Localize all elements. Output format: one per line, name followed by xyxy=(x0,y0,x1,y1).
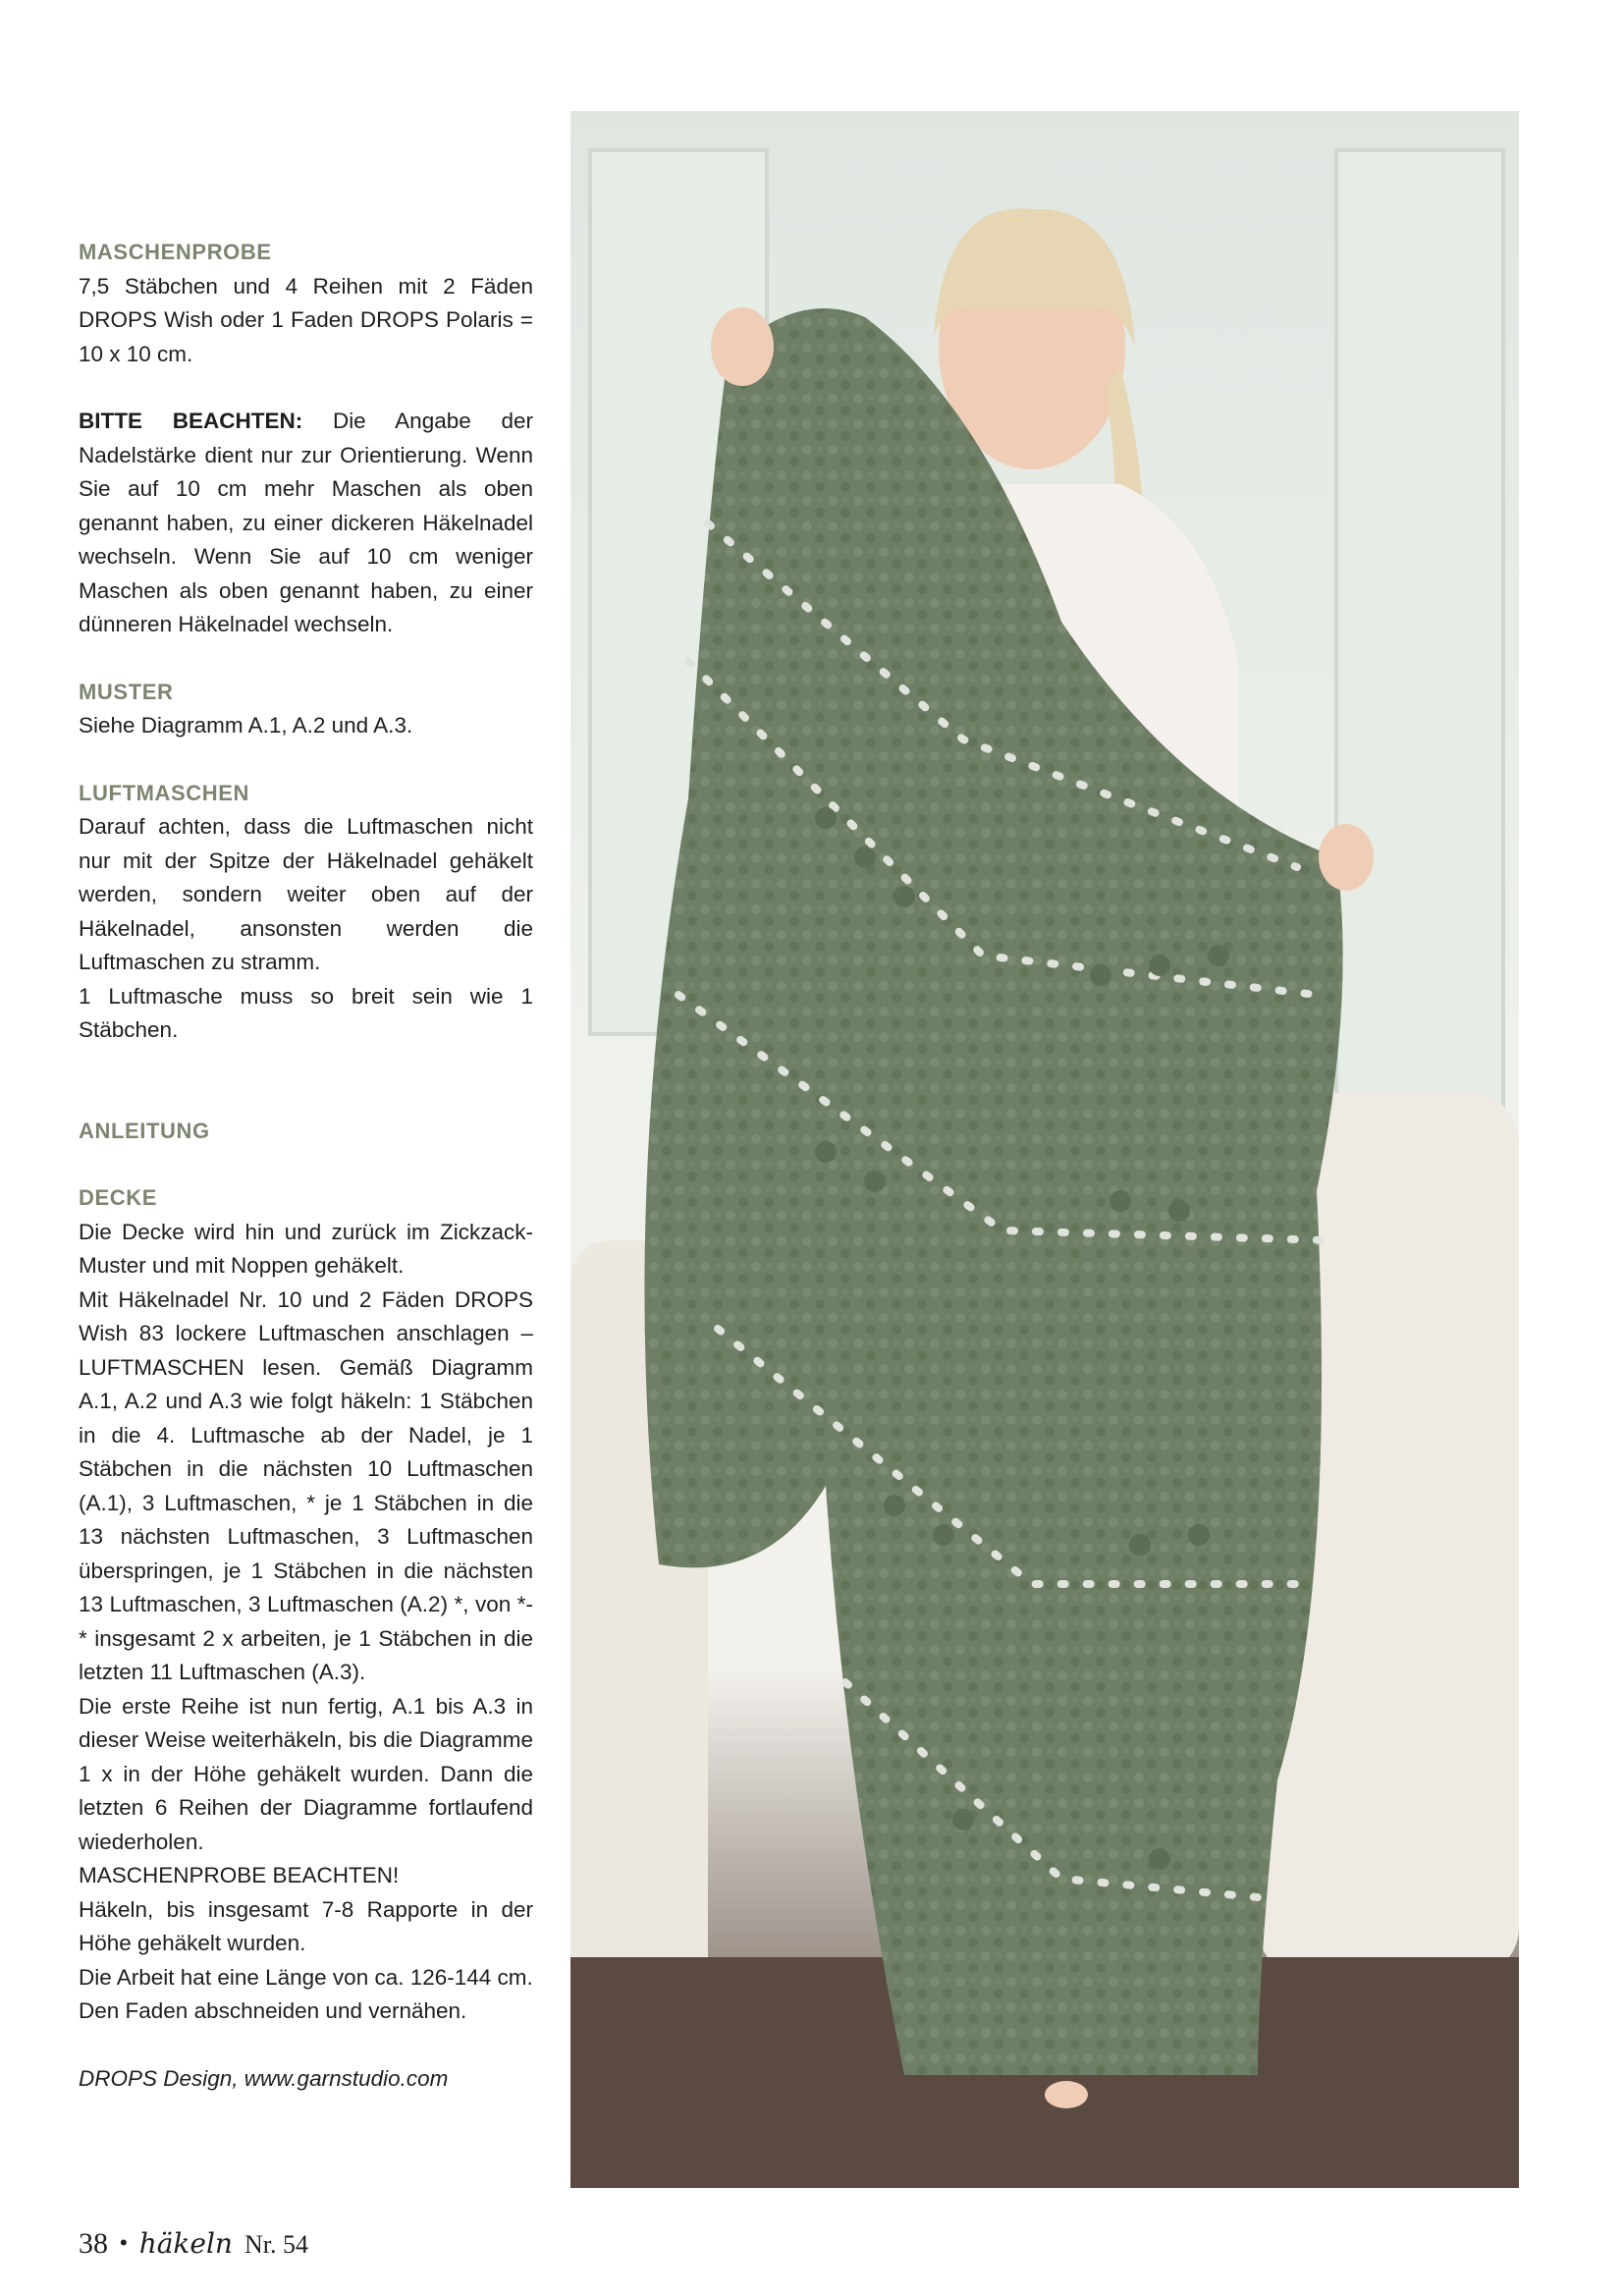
text-decke-2: Mit Häkelnadel Nr. 10 und 2 Fäden DROPS Wish 83 lockere Luftmaschen anschlagen – LUFTMASCHEN lesen. Gemäß Diagramm A.1, A.2 und A.3 wie folgt häkeln: 1 Stäbchen in die 4. Luftmasche ab der Nadel, je 1 Stäbchen in die nächsten 10 Luftmaschen (A.1), 3 Luftmaschen, * je 1 Stäbchen in die 13 nächsten Luftmaschen, 3 Luftmaschen überspringen, je 1 Stäbchen in die nächsten 13 Luftmaschen, 3 Luftmaschen (A.2) *, von *-* insgesamt 2 x arbeiten, je 1 Stäbchen in die letzten 11 Luftmaschen (A.3). xyxy=(79,1286,533,1684)
label-beachten: BITTE BEACHTEN: xyxy=(79,409,303,433)
text-decke-6: Die Arbeit hat eine Länge von ca. 126-144 cm. xyxy=(79,1964,533,1990)
text-decke-3: Die erste Reihe ist nun fertig, A.1 bis A.3 in dieser Weise weiterhäkeln, bis die Diagramme 1 x in der Höhe gehäkelt wurden. Dann die letzten 6 Reihen der Diagramme fortlaufend wiederholen. xyxy=(79,1693,533,1854)
heading-decke: DECKE xyxy=(79,1185,158,1210)
text-luftmaschen-2: 1 Luftmasche muss so breit sein wie 1 Stäbchen. xyxy=(79,983,533,1042)
instructions-column xyxy=(79,236,533,2096)
text-maschenprobe: 7,5 Stäbchen und 4 Reihen mit 2 Fäden DROPS Wish oder 1 Faden DROPS Polaris = 10 x 10 cm. xyxy=(79,273,533,366)
text-muster: Siehe Diagramm A.1, A.2 und A.3. xyxy=(79,713,413,738)
magazine-name: häkeln xyxy=(138,2227,233,2260)
blanket-photo xyxy=(570,111,1519,2188)
heading-luftmaschen: LUFTMASCHEN xyxy=(79,780,250,805)
design-credit: DROPS Design, www.garnstudio.com xyxy=(79,2065,449,2091)
issue-number: Nr. 54 xyxy=(244,2230,308,2259)
text-beachten: Die Angabe der Nadelstärke dient nur zur Orientierung. Wenn Sie auf 10 cm mehr Maschen als oben genannt haben, zu einer dickeren Häkelnadel wechseln. Wenn Sie auf 10 cm weniger Maschen als oben genannt haben, zu einer dünneren Häkelnadel wechseln. xyxy=(79,409,533,636)
page-footer xyxy=(79,2227,308,2267)
text-luftmaschen-1: Darauf achten, dass die Luftmaschen nicht nur mit der Spitze der Häkelnadel gehäkelt werden, sondern weiter oben auf der Häkelnadel, ansonsten werden die Luftmaschen zu stramm. xyxy=(79,814,533,974)
text-decke-1: Die Decke wird hin und zurück im Zickzack-Muster und mit Noppen gehäkelt. xyxy=(79,1219,533,1278)
heading-anleitung: ANLEITUNG xyxy=(79,1118,210,1143)
heading-maschenprobe: MASCHENPROBE xyxy=(79,240,272,264)
footer-bullet: • xyxy=(120,2230,128,2255)
text-decke-7: Den Faden abschneiden und vernähen. xyxy=(79,1998,467,2023)
text-decke-5: Häkeln, bis insgesamt 7-8 Rapporte in der Höhe gehäkelt wurden. xyxy=(79,1896,533,1955)
heading-muster: MUSTER xyxy=(79,679,174,704)
note-beachten xyxy=(79,405,533,642)
blanket-illustration xyxy=(570,111,1519,2188)
text-decke-4: MASCHENPROBE BEACHTEN! xyxy=(79,1863,400,1887)
page-number: 38 xyxy=(79,2227,108,2260)
